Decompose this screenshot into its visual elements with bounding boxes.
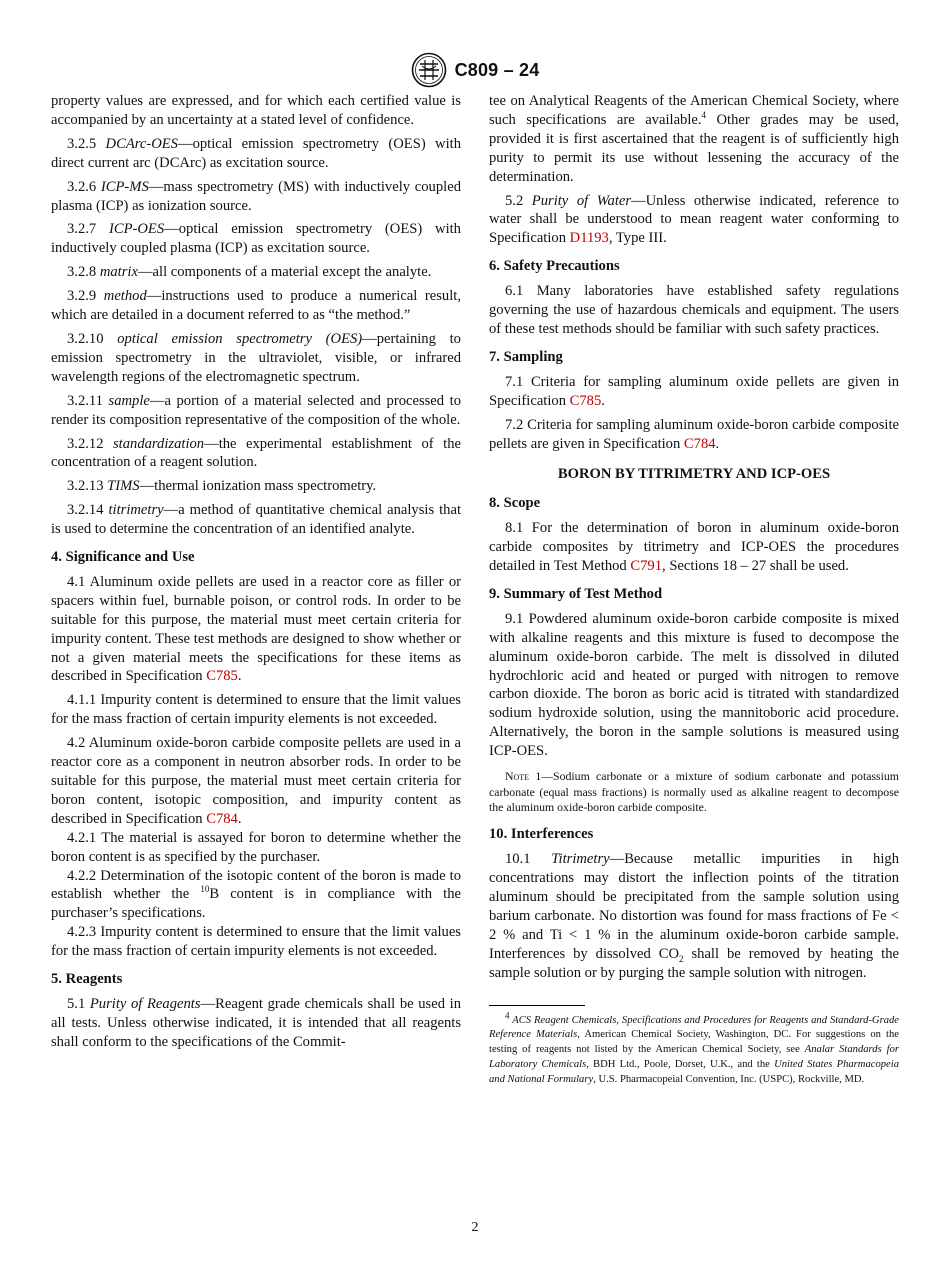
astm-logo-icon bbox=[411, 52, 447, 88]
definition-3-2-10: 3.2.10 optical emission spectrometry (OES)—pertaining to emission spectrometry in the ultraviolet, visible, or infrared wavelength regions of the electromagnetic spectrum. bbox=[51, 330, 461, 385]
paragraph-8-1: 8.1 For the determination of boron in aluminum oxide-boron carbide composites by titrimetry and ICP-OES the procedures detailed in Test Method C791, Sections 18 – 27 shall be used. bbox=[489, 520, 899, 575]
paragraph-5-1-continuation: tee on Analytical Reagents of the American Chemical Society, where such specifications are available.$^4$ Other grades may be used, provided it is first ascertained that the reagent is of sufficiently high purity to permit its use without lessening the accuracy of the determination. bbox=[489, 93, 899, 185]
paragraph-4-2-1: 4.2.1 The material is assayed for boron to determine whether the boron content is as specified by the purchaser. bbox=[51, 829, 461, 865]
definition-3-2-14: 3.2.14 titrimetry—a method of quantitative chemical analysis that is used to determine the concentration of an identified analyte. bbox=[51, 502, 461, 538]
footnote-divider bbox=[489, 1005, 585, 1006]
section-heading-10: 10. Interferences bbox=[489, 826, 594, 843]
paragraph-6-1: 6.1 Many laboratories have established safety regulations governing the use of hazardous chemicals and equipment. The users of these test methods should be familiar with such safety practices. bbox=[489, 283, 899, 337]
definition-3-2-6: 3.2.6 ICP-MS—mass spectrometry (MS) with inductively coupled plasma (ICP) as ionization source. bbox=[51, 178, 461, 214]
section-heading-4: 4. Significance and Use bbox=[51, 549, 195, 566]
paragraph-continuation: property values are expressed, and for which each certified value is accompanied by an uncertainty at a stated level of confidence. bbox=[51, 93, 461, 128]
left-column bbox=[51, 92, 461, 1057]
footnote-4: $^4$ ACS Reagent Chemicals, Specifications and Procedures for Reagents and Standard-Grade Reference Materials, American Chemical Society, Washington, DC. For suggestions on the testing of reagents not listed by the American Chemical Society, see Analar Standards for Laboratory Chemicals, BDH Ltd., Poole, Dorset, U.K., and the United States Pharmacopeia and National Formulary, U.S. Pharmacopeial Convention, Inc. (USPC), Rockville, MD. bbox=[489, 1010, 900, 1085]
definition-3-2-5: 3.2.5 DCArc-OES—optical emission spectrometry (OES) with direct current arc (DCArc) as excitation source. bbox=[51, 135, 461, 171]
link-c785-sampling[interactable]: C785 bbox=[569, 392, 602, 409]
paragraph-4-2-3: 4.2.3 Impurity content is determined to ensure that the limit values for the mass fraction of certain impurity elements is not exceeded. bbox=[51, 924, 461, 960]
definition-3-2-13: 3.2.13 TIMS—thermal ionization mass spectrometry. bbox=[67, 478, 377, 495]
paragraph-4-2-2: 4.2.2 Determination of the isotopic content of the boron is made to establish whether the $^{10}$B content is in compliance with the purchaser’s specifications. bbox=[51, 867, 461, 922]
paragraph-7-1: 7.1 Criteria for sampling aluminum oxide pellets are given in Specification C785. bbox=[489, 373, 899, 409]
paragraph-9-1: 9.1 Powdered aluminum oxide-boron carbide composite is mixed with alkaline reagents and this mixture is fused to decompose the aluminum oxide-boron carbide. The melt is dissolved in diluted hydrochloric acid and heated or purged with nitrogen to remove carbon dioxide. The boron as boric acid is titrated with standardized sodium hydroxide solution, using the mannitoboric acid procedure. Alternatively, the boron in the sample solutions is measured using ICP-OES. bbox=[489, 610, 899, 760]
paragraph-4-2: 4.2 Aluminum oxide-boron carbide composite pellets are used in a reactor core as a component in neutron absorber rods. In order to be suitable for this purpose, the material must meet certain criteria for boron content, isotopic composition, and impurity content as described in Specification C784. bbox=[51, 735, 461, 827]
section-heading-6: 6. Safety Precautions bbox=[489, 258, 620, 275]
page-number: 2 bbox=[471, 1220, 479, 1235]
document-id: C809 – 24 bbox=[454, 59, 540, 80]
link-c791[interactable]: C791 bbox=[630, 558, 663, 575]
footnote-marker-4: 4 bbox=[701, 110, 707, 121]
page-header bbox=[0, 52, 950, 88]
section-heading-7: 7. Sampling bbox=[489, 348, 563, 365]
paragraph-4-1: 4.1 Aluminum oxide pellets are used in a reactor core as filler or spacers within fuel, burnable poison, or control rods. In order to be suitable for this purpose, the material must meet certain criteria for impurity content. These test methods are designed to show whether or not a given material meets the specifications for these items as described in Specification C785. bbox=[51, 573, 461, 685]
paragraph-7-2: 7.2 Criteria for sampling aluminum oxide-boron carbide composite pellets are given in Specification C784. bbox=[489, 416, 899, 452]
definition-3-2-8: 3.2.8 matrix—all components of a material except the analyte. bbox=[67, 264, 432, 281]
link-c784[interactable]: C784 bbox=[206, 810, 238, 827]
paragraph-5-1: 5.1 Purity of Reagents—Reagent grade chemicals shall be used in all tests. Unless otherwise indicated, it is intended that all reagents shall conform to the specifications of the Commit- bbox=[51, 995, 461, 1050]
right-column bbox=[489, 92, 899, 1088]
section-heading-5: 5. Reagents bbox=[51, 971, 123, 988]
definition-3-2-12: 3.2.12 standardization—the experimental establishment of the concentration of a reagent solution. bbox=[51, 435, 461, 471]
section-heading-9: 9. Summary of Test Method bbox=[489, 585, 663, 602]
part-heading-boron: BORON BY TITRIMETRY AND ICP-OES bbox=[557, 466, 831, 483]
section-heading-8: 8. Scope bbox=[489, 495, 541, 512]
definition-3-2-11: 3.2.11 sample—a portion of a material selected and processed to render its composition representative of the composition of the whole. bbox=[51, 392, 461, 428]
paragraph-5-2: 5.2 Purity of Water—Unless otherwise indicated, reference to water shall be understood to mean reagent water conforming to Specification D1193, Type III. bbox=[489, 192, 900, 247]
link-d1193[interactable]: D1193 bbox=[569, 230, 609, 247]
definition-3-2-9: 3.2.9 method—instructions used to produce a numerical result, which are detailed in a document referred to as “the method.” bbox=[51, 288, 461, 324]
paragraph-10-1: 10.1 Titrimetry—Because metallic impurities in high concentrations may distort the inflection points of the titration aluminum should be precipitated from the sample solution using barium carbonate. No distortion was found for mass fractions of Fe < 2 % and Ti < 1 % in the aluminum oxide-boron carbide sample. Interferences by dissolved $CO_2$ shall be removed by heating the sample solution or by purging the sample solution with nitrogen. bbox=[489, 851, 899, 981]
note-1: Note 1—Sodium carbonate or a mixture of sodium carbonate and potassium carbonate (equal mass fractions) is normally used as alkaline reagent to decompose the aluminum oxide-boron carbide composite. bbox=[489, 769, 899, 814]
link-c785[interactable]: C785 bbox=[206, 668, 238, 685]
paragraph-4-1-1: 4.1.1 Impurity content is determined to ensure that the limit values for the mass fraction of certain impurity elements is not exceeded. bbox=[51, 692, 461, 728]
definition-3-2-7: 3.2.7 ICP-OES—optical emission spectrometry (OES) with inductively coupled plasma (ICP) as excitation source. bbox=[51, 221, 461, 257]
link-c784-sampling[interactable]: C784 bbox=[683, 435, 716, 452]
